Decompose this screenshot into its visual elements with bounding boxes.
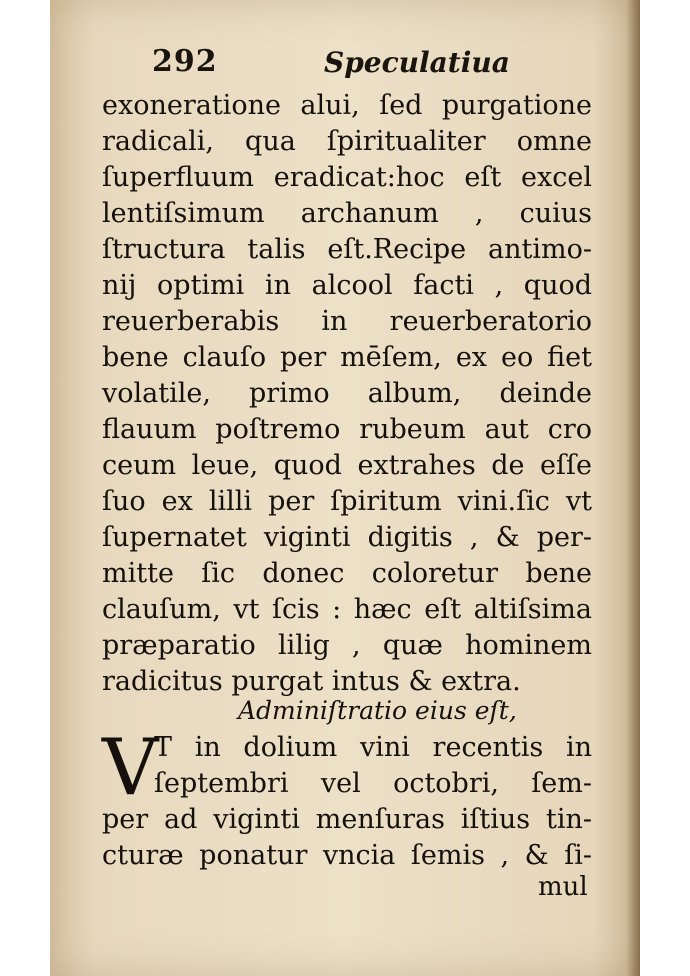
text-line: ſupernatet viginti digitis , & per- — [102, 522, 592, 553]
text-line: exoneratione alui, ſed purgatione — [102, 90, 592, 121]
second-paragraph — [102, 723, 592, 898]
text-line: cturæ ponatur vncia ſemis , & ſi- — [102, 840, 592, 871]
text-line: radicali, qua ſpiritualiter omne — [102, 126, 592, 157]
text-line: ceum leue, quod extrahes de eſſe — [102, 450, 592, 481]
text-line: T in dolium vini recentis in — [154, 732, 592, 763]
text-line: bene clauſo per mēſem, ex eo fiet — [102, 342, 592, 373]
text-line: clauſum, vt ſcis : hæc eſt altiſsima — [102, 594, 592, 625]
body-paragraph — [102, 88, 592, 700]
text-line: volatile, primo album, deinde — [102, 378, 592, 409]
text-line: ſuo ex lilli per ſpiritum vini.ſic vt — [102, 486, 592, 517]
text-line: flauum poſtremo rubeum aut cro — [102, 414, 592, 445]
page-header — [152, 40, 592, 84]
text-line: ſuperfluum eradicat:hoc eſt excel — [102, 162, 592, 193]
text-line: ſtructura talis eſt.Recipe antimo- — [102, 234, 592, 265]
text-line: per ad viginti menſuras iſtius tin- — [102, 804, 592, 835]
text-line: nij optimi in alcool facti , quod — [102, 270, 592, 301]
drop-cap: V — [102, 723, 159, 813]
running-head: Speculatiua — [324, 46, 510, 79]
text-line: ſeptembri vel octobri, ſem- — [154, 768, 592, 799]
text-line: mitte ſic donec coloretur bene — [102, 558, 592, 589]
text-line: præparatio lilig , quæ hominem — [102, 630, 592, 661]
page-number: 292 — [152, 44, 218, 79]
section-heading: Adminiſtratio eius eſt, — [238, 696, 517, 725]
text-line: reuerberabis in reuerberatorio — [102, 306, 592, 337]
catchword: mul — [538, 872, 588, 902]
text-line: lentiſsimum archanum , cuius — [102, 198, 592, 229]
text-line: radicitus purgat intus & extra. — [102, 666, 521, 697]
